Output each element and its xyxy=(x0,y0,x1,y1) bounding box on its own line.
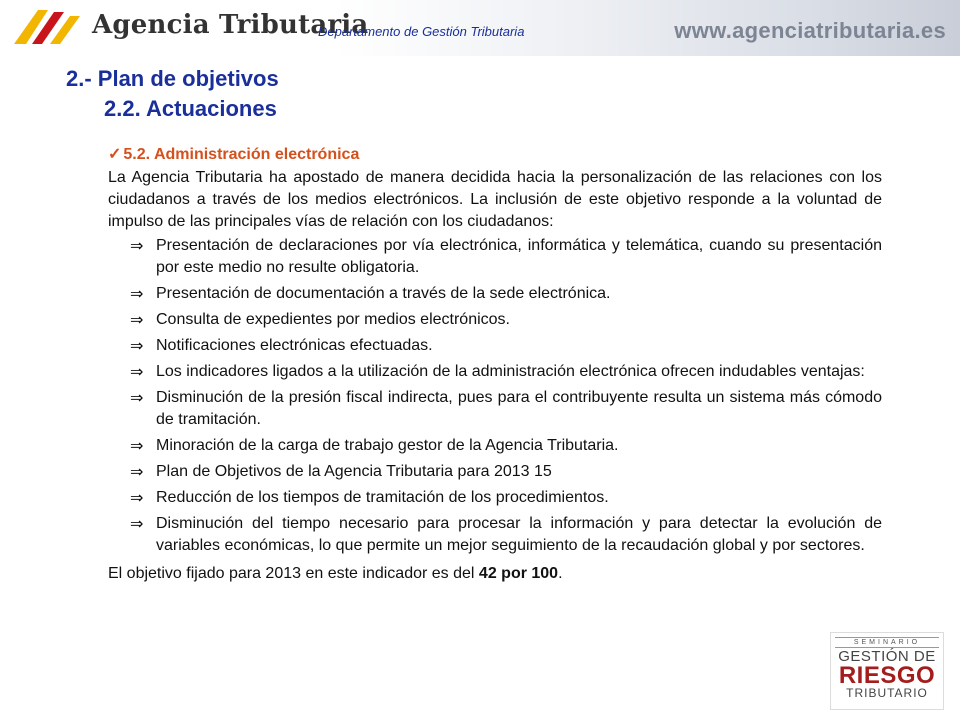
double-arrow-icon: ⇒ xyxy=(130,236,144,255)
list-item: ⇒ Reducción de los tiempos de tramitación de los procedimientos. xyxy=(130,488,609,507)
double-arrow-icon: ⇒ xyxy=(130,436,144,455)
double-arrow-icon: ⇒ xyxy=(130,336,144,355)
closing-paragraph: El objetivo fijado para 2013 en este indicador es del 42 por 100. xyxy=(108,565,563,582)
seminar-logo-line4: TRIBUTARIO xyxy=(846,686,928,700)
intro-paragraph: La Agencia Tributaria ha apostado de manera decidida hacia la personalización de las relaciones con los ciudadanos a través de los medios electrónicos. La inclusión de este objetivo responde a la voluntad de impulso de las principales vías de relación con los ciudadanos: xyxy=(108,169,882,230)
list-item: ⇒ Plan de Objetivos de la Agencia Tributaria para 2013 15 xyxy=(130,462,552,481)
seminar-logo-line2: GESTIÓN DE xyxy=(838,648,936,665)
seminar-logo xyxy=(830,632,944,710)
department-name: Departamento de Gestión Tributaria xyxy=(318,24,525,39)
agencia-tributaria-logo-icon xyxy=(8,6,88,50)
list-item: ⇒ Presentación de declaraciones por vía electrónica, informática y telemática, cuando su presentación por este medio no resulte obligatoria. xyxy=(130,236,882,276)
list-item: ⇒ Minoración de la carga de trabajo gestor de la Agencia Tributaria. xyxy=(130,436,619,455)
section-heading-text: 5.2. Administración electrónica xyxy=(123,146,360,163)
page-title: 2.- Plan de objetivos xyxy=(66,66,279,91)
double-arrow-icon: ⇒ xyxy=(130,462,144,481)
page-subtitle: 2.2. Actuaciones xyxy=(104,96,277,121)
content-body xyxy=(108,144,882,585)
checkmark-icon: ✓ xyxy=(108,146,122,163)
section-heading xyxy=(108,144,882,166)
double-arrow-icon: ⇒ xyxy=(130,362,144,381)
list-item: ⇒ Consulta de expedientes por medios electrónicos. xyxy=(130,310,510,329)
agency-name: Agencia Tributaria xyxy=(92,10,369,40)
header-band xyxy=(0,0,960,56)
bullet-list xyxy=(130,235,882,557)
seminar-logo-line3: RIESGO xyxy=(838,662,936,689)
list-item: ⇒ Notificaciones electrónicas efectuadas. xyxy=(130,336,433,355)
list-item: ⇒ Los indicadores ligados a la utilización de la administración electrónica ofrecen indudables ventajas: xyxy=(130,362,865,381)
double-arrow-icon: ⇒ xyxy=(130,488,144,507)
double-arrow-icon: ⇒ xyxy=(130,310,144,329)
seminar-logo-line1: SEMINARIO xyxy=(835,637,939,648)
list-item: ⇒ Disminución de la presión fiscal indirecta, pues para el contribuyente resulta un sistema más cómodo de tramitación. xyxy=(130,388,882,428)
target-value: 42 por 100 xyxy=(478,565,559,582)
list-item: ⇒ Presentación de documentación a través de la sede electrónica. xyxy=(130,284,611,303)
website-url: www.agenciatributaria.es xyxy=(674,18,946,43)
double-arrow-icon: ⇒ xyxy=(130,284,144,303)
double-arrow-icon: ⇒ xyxy=(130,388,144,407)
double-arrow-icon: ⇒ xyxy=(130,514,144,533)
list-item: ⇒ Disminución del tiempo necesario para procesar la información y para detectar la evolución de variables económicas, lo que permite un mejor seguimiento de la recaudación global y por sectores. xyxy=(130,514,882,554)
